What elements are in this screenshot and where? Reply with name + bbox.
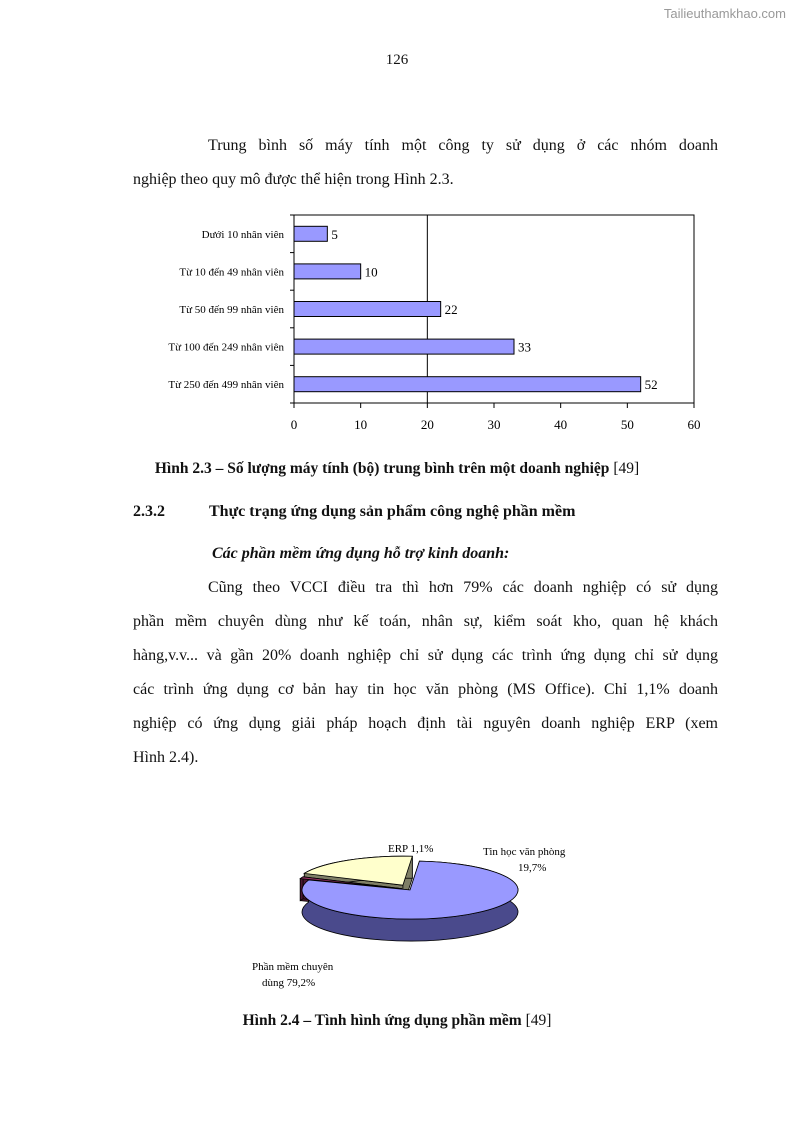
category-label: Từ 50 đến 99 nhân viên [179,304,284,316]
figure-2-4-reference: [49] [525,1012,552,1029]
pie-label-line-1: Phần mềm chuyên [252,961,334,973]
bar-value-label: 33 [518,339,531,355]
body-line-3: hàng,v.v... và gần 20% doanh nghiệp chỉ sử dụng các trình ứng dụng chỉ sử dụng [133,647,718,664]
intro-paragraph [133,129,718,197]
x-tick-label: 40 [554,417,568,432]
section-heading [133,503,575,521]
bar-chart [130,210,730,445]
figure-2-4-title: Hình 2.4 – Tình hình ứng dụng phần mềm [242,1012,522,1029]
x-tick-label: 60 [687,417,701,432]
category-label: Từ 100 đến 249 nhân viên [168,341,284,354]
intro-line-2: nghiệp theo quy mô được thể hiện trong Hình 2.3. [133,171,454,188]
x-tick-label: 20 [420,417,434,432]
bar [294,264,361,279]
category-label: Dưới 10 nhân viên [201,228,284,241]
figure-2-3-reference: [49] [613,460,640,477]
bar [294,339,514,354]
body-line-6: Hình 2.4). [133,749,199,766]
intro-line-1: Trung bình số máy tính một công ty sử dụng ở các nhóm doanh [208,137,718,154]
body-line-5: nghiệp có ứng dụng giải pháp hoạch định tài nguyên doanh nghiệp ERP (xem [133,715,718,732]
pie-label-line-2: dùng 79,2% [262,977,316,989]
pie-label-line-2: 19,7% [518,862,547,874]
pie-chart [240,835,620,995]
category-label: Từ 250 đến 499 nhân viên [168,379,284,392]
body-line-1: Cũng theo VCCI điều tra thì hơn 79% các doanh nghiệp có sử dụng [208,579,718,596]
category-label: Từ 10 đến 49 nhân viên [179,266,284,279]
body-line-2: phần mềm chuyên dùng như kế toán, nhân sự, kiểm soát kho, quan hệ khách [133,613,718,630]
x-tick-label: 50 [620,417,634,432]
bar-value-label: 52 [644,377,658,393]
bar-value-label: 22 [444,302,458,317]
pie-label-line-1: ERP 1,1% [388,843,434,855]
page-number: 126 [385,52,409,68]
bar [294,302,441,317]
section-title: Thực trạng ứng dụng sản phẩm công nghệ phần mềm [209,503,576,520]
section-number: 2.3.2 [133,503,165,520]
figure-2-4-caption [0,1012,794,1030]
bar [294,226,327,241]
watermark: Tailieuthamkhao.com [663,6,786,21]
pie-label-line-1: Tin học văn phòng [483,846,566,858]
body-paragraph [133,571,718,775]
bar-value-label: 5 [331,226,338,242]
bar-value-label: 10 [364,264,378,280]
x-tick-label: 0 [290,417,298,432]
figure-2-3-caption [0,460,794,478]
body-line-4: các trình ứng dụng cơ bản hay tin học văn phòng (MS Office). Chỉ 1,1% doanh [133,681,718,698]
subheading: Các phần mềm ứng dụng hỗ trợ kinh doanh: [212,545,510,562]
x-tick-label: 30 [487,417,501,432]
bar [294,377,641,392]
figure-2-3-title: Hình 2.3 – Số lượng máy tính (bộ) trung bình trên một doanh nghiệp [154,460,610,477]
x-tick-label: 10 [354,417,368,432]
